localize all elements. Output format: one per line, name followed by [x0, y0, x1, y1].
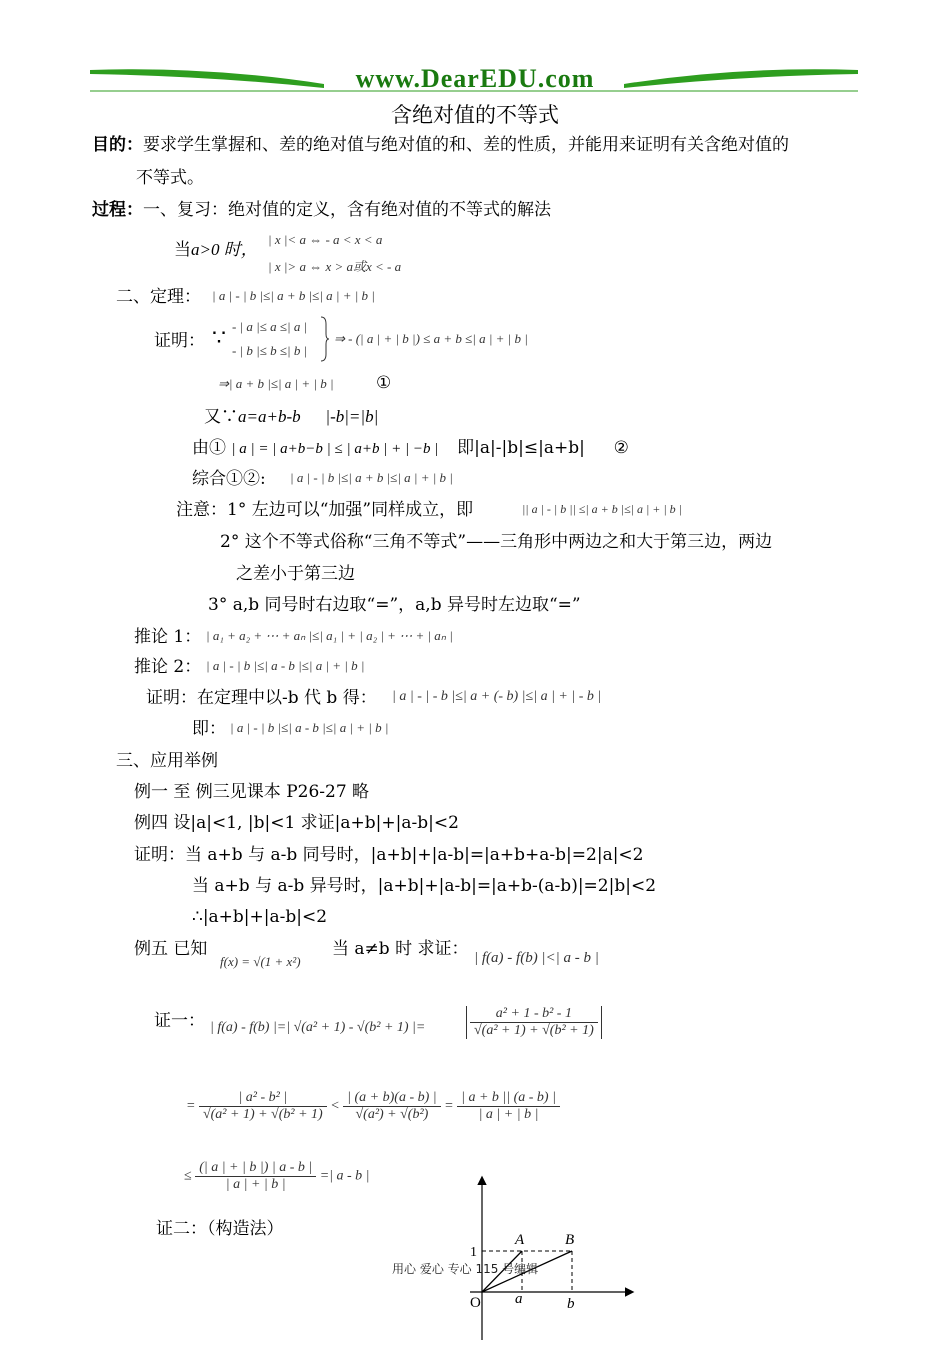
note-2b: 之差小于第三边 [236, 564, 355, 584]
proof2-formula: | a | - | - b |≤| a + (- b) |≤| a | + | - b | [392, 689, 602, 704]
proof2-line [146, 687, 377, 709]
review-prefix: 当 [174, 240, 191, 260]
label-a: a [515, 1291, 523, 1307]
mark-2: ② [613, 438, 629, 458]
ex5-line3 [184, 1160, 370, 1193]
also-expr: a=a+b-b [238, 407, 301, 426]
corollary-1-formula: | a₁ + a₂ + ⋯ + aₙ |≤| a₁ | + | a₂ | + ⋯ + | aₙ | [206, 628, 453, 643]
proof1-brace-2: - | b |≤ b ≤| b | [232, 343, 308, 358]
review-condition [174, 239, 258, 261]
proof1-implies: ⇒ - (| a | + | b |) ≤ a + b ≤| a | + | b | [334, 331, 528, 346]
proof2-label: 证明： [146, 688, 197, 708]
proof1-line-2: ⇒| a + b |≤| a | + | b | [218, 376, 334, 391]
notes-label: 注意： [176, 500, 227, 520]
ex5-proof2-label: 证二：（构造法） [156, 1219, 284, 1239]
page-footer: 用心 爱心 专心 115 号编辑 [392, 1262, 539, 1276]
also-prefix: 又∵ [204, 407, 238, 427]
ex5-proof1-num: a² + 1 - b² - 1 [470, 1006, 598, 1023]
note-3: 3° a,b 同号时右边取“=”，a,b 异号时左边取“=” [208, 595, 581, 615]
review-line-1: | x |< a ⇔ - a < x < a [268, 232, 383, 247]
ex5-proof1-lhs: | f(a) - f(b) |=| √(a² + 1) - √(b² + 1) |= [210, 1020, 426, 1035]
ex5-line3-tail: =| a - b | [319, 1168, 370, 1184]
example-4-proof-c: ∴|a+b|+|a-b|<2 [192, 907, 328, 927]
label-O: O [470, 1295, 481, 1311]
review-line-2: | x |> a ⇔ x > a或x < - a [268, 259, 402, 274]
ex5-line2-den2: √(a²) + √(b²) [355, 1107, 429, 1122]
ex5-proof1-fraction [466, 1006, 602, 1039]
from-expr: | a | = | a+b−b | ≤ | a+b | + | −b | [231, 441, 439, 457]
proof2-so-label: 即： [192, 719, 226, 739]
example-5-cond: 当 a≠b 时 求证： [332, 939, 469, 959]
ex5-proof1-label: 证一： [154, 1011, 205, 1031]
example-1-3: 例一 至 例三见课本 P26-27 略 [134, 782, 370, 802]
corollary-1-label: 推论 1： [134, 627, 202, 647]
ex5-line2-den1: √(a² + 1) + √(b² + 1) [202, 1107, 323, 1122]
from-tail: 即|a|-|b|≤|a+b| [457, 438, 585, 458]
process-label: 过程： [92, 200, 143, 220]
purpose-label: 目的： [92, 135, 143, 155]
example-4: 例四 设|a|<1, |b|<1 求证|a+b|+|a-b|<2 [134, 813, 459, 833]
example-5-label: 例五 已知 [134, 939, 208, 959]
ex5-line3-le: ≤ [184, 1168, 192, 1184]
label-B: B [565, 1232, 575, 1248]
combine-formula: | a | - | b |≤| a + b |≤| a | + | b | [290, 470, 453, 485]
ex5-line2-eq2: = [444, 1098, 454, 1114]
proof2-so-formula: | a | - | b |≤| a - b |≤| a | + | b | [230, 720, 389, 735]
combine-label: 综合①②: [192, 469, 266, 489]
theorem-formula: | a | - | b |≤| a + b |≤| a | + | b | [212, 288, 375, 303]
note-2: 2° 这个不等式俗称“三角不等式”——三角形中两边之和大于第三边，两边 [220, 532, 773, 552]
geometry-figure [440, 1172, 640, 1344]
ex5-proof1-den: √(a² + 1) + √(b² + 1) [474, 1023, 594, 1038]
ex5-line2-den3: | a | + | b | [478, 1107, 539, 1122]
example-4-proof-a: 证明：当 a+b 与 a-b 同号时，|a+b|+|a-b|=|a+b+a-b|=2|a|<2 [134, 845, 644, 865]
ex5-line2-num3: | a + b || (a - b) | [457, 1090, 560, 1107]
purpose-text-2: 不等式。 [136, 168, 204, 188]
because-icon: ∵ [212, 326, 226, 351]
ex5-line2 [186, 1090, 560, 1123]
theorem-label: 二、定理： [116, 287, 201, 307]
also-line [204, 406, 378, 428]
note-1-text: 1° 左边可以“加强”同样成立，即 [227, 500, 474, 520]
ex5-line2-lt: < [330, 1098, 340, 1114]
review-cond: a>0 时， [191, 240, 258, 259]
proof2-text: 在定理中以-b 代 b 得： [197, 688, 377, 708]
example-4-proof-b: 当 a+b 与 a-b 异号时，|a+b|+|a-b|=|a+b-(a-b)|=2|b|<2 [192, 876, 657, 896]
ex5-line3-num: (| a | + | b |) | a - b | [195, 1160, 316, 1177]
from-line [192, 437, 629, 460]
label-A: A [515, 1232, 525, 1248]
purpose-text: 要求学生掌握和、差的绝对值与绝对值的和、差的性质，并能用来证明有关含绝对值的 [143, 135, 789, 155]
corollary-2-formula: | a | - | b |≤| a - b |≤| a | + | b | [206, 658, 365, 673]
mark-1: ① [376, 373, 392, 393]
ex5-line2-num1: | a² - b² | [199, 1090, 327, 1107]
proof1-label: 证明： [154, 331, 205, 351]
corollary-2-label: 推论 2： [134, 657, 202, 677]
process-text: 一、复习：绝对值的定义，含有绝对值的不等式的解法 [143, 200, 551, 220]
page-title: 含绝对值的不等式 [391, 103, 559, 127]
note-1-formula: || a | - | b || ≤| a + b |≤| a | + | b | [522, 502, 682, 516]
right-brace [320, 316, 330, 366]
from-prefix: 由① [192, 438, 226, 458]
ex5-line2-eq: = [186, 1098, 196, 1114]
section-3-heading: 三、应用举例 [116, 751, 218, 771]
also-abs: |-b|=|b| [325, 407, 379, 426]
ex5-line2-num2: | (a + b)(a - b) | [343, 1090, 440, 1107]
site-logo: www.DearEDU.com [355, 64, 595, 93]
proof1-brace-1: - | a |≤ a ≤| a | [232, 319, 308, 334]
example-5-fx: f(x) = √(1 + x²) [220, 954, 301, 969]
purpose-line [92, 134, 789, 156]
note-1 [176, 499, 473, 521]
process-line [92, 199, 551, 221]
ex5-line3-den: | a | + | b | [225, 1177, 286, 1192]
example-5-goal: | f(a) - f(b) |<| a - b | [474, 950, 599, 966]
label-b: b [567, 1296, 575, 1312]
label-1: 1 [470, 1245, 477, 1260]
